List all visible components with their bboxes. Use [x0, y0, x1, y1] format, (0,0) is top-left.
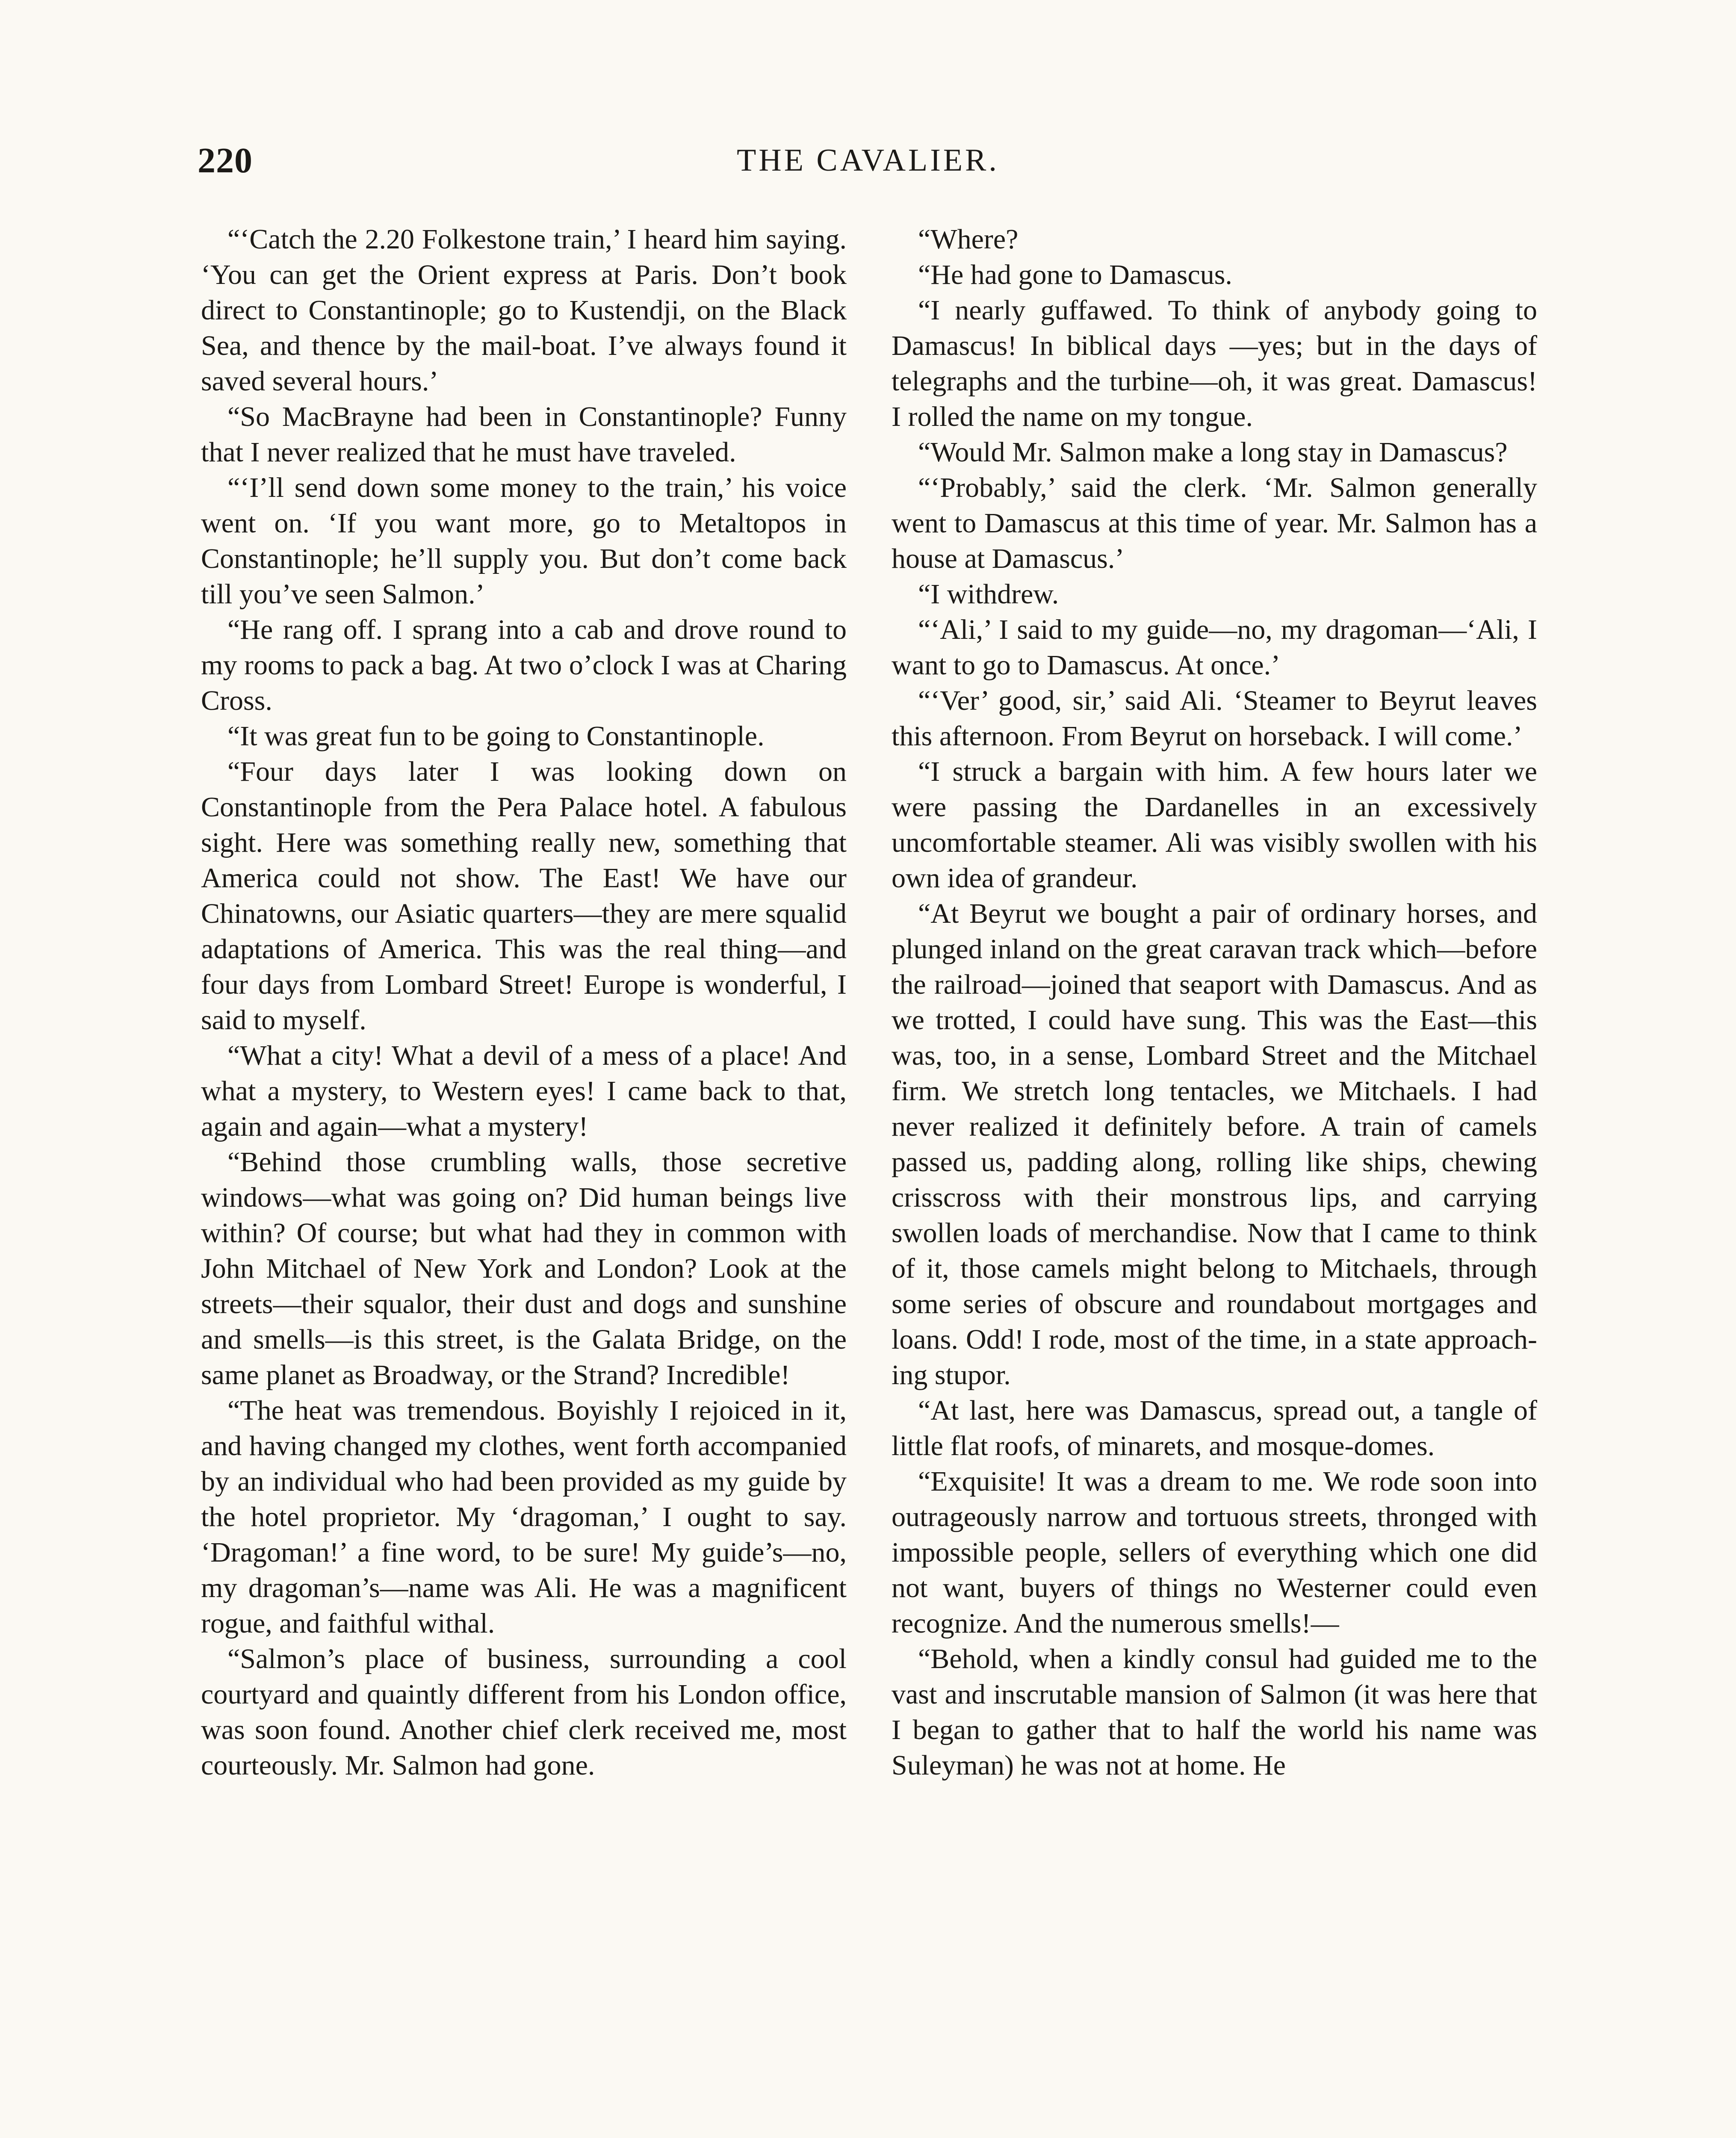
paragraph: “What a city! What a devil of a mess of a place! And what a mystery, to Western eyes! I came back to that, again and again—what a mystery! — [201, 1040, 847, 1142]
paragraph: “At Beyrut we bought a pair of ordinary horses, and plunged inland on the great caravan track which—before the railroad—joined that seaport with Damascus. And as we trotted, I could have sung. This was the East—this was, too, in a sense, Lombard Street and the Mitchael firm. We stretch long tentacles, we Mitchaels. I had never realized it definitely before. A train of camels passed us, padding along, rolling like ships, chewing crisscross with their monstrous lips, and carrying swollen loads of merchandise. Now that I came to think of it, those camels might belong to Mitchaels, through some series of obscure and roundabout mortgages and loans. Odd! I rode, most of the time, in a state approaching stupor. — [892, 898, 1537, 1391]
paragraph: “Four days later I was looking down on Constantinople from the Pera Palace hotel. A fabulous sight. Here was something really new, something that America could not show. The East! We have our Chinatowns, our Asiatic quarters—they are mere squalid adaptations of America. This was the real thing—and four days from Lombard Street! Europe is wonderful, I said to myself. — [201, 756, 847, 1036]
paragraph: “I struck a bargain with him. A few hours later we were passing the Dardanelles in an excessively uncomfortable steamer. Ali was visibly swollen with his own idea of grandeur. — [892, 756, 1537, 894]
left-column — [201, 221, 847, 1783]
paragraph: “Behind those crumbling walls, those secretive windows—what was going on? Did human beings live within? Of course; but what had they in common with John Mitchael of New York and London? Look at the streets—their squalor, their dust and dogs and sunshine and smells—is this street, is the Galata Bridge, on the same planet as Broadway, or the Strand? Incredible! — [201, 1146, 847, 1391]
paragraph: “So MacBrayne had been in Constantinople? Funny that I never realized that he must have traveled. — [201, 401, 847, 468]
paragraph: “He rang off. I sprang into a cab and drove round to my rooms to pack a bag. At two o’clock I was at Charing Cross. — [201, 614, 847, 716]
paragraph: “Would Mr. Salmon make a long stay in Damascus? — [918, 437, 1508, 468]
paragraph: “The heat was tremendous. Boyishly I rejoiced in it, and having changed my clothes, went forth accompanied by an individual who had been provided as my guide by the hotel proprietor. My ‘dragoman,’ I ought to say. ‘Dragoman!’ a fine word, to be sure! My guide’s—no, my dragoman’s—name was Ali. He was a magnificent rogue, and faithful withal. — [201, 1395, 847, 1639]
paragraph: “I nearly guffawed. To think of anybody going to Damascus! In biblical days —yes; but in the days of telegraphs and the turbine—oh, it was great. Damascus! I rolled the name on my tongue. — [892, 295, 1537, 432]
paragraph: “‘Ali,’ I said to my guide—no, my dragoman—‘Ali, I want to go to Damascus. At once.’ — [892, 614, 1537, 681]
paragraph: “Where? — [918, 224, 1019, 255]
page-number: 220 — [198, 141, 253, 180]
paragraph: “It was great fun to be going to Constantinople. — [227, 721, 765, 752]
paragraph: “He had gone to Damascus. — [918, 259, 1232, 290]
paragraph: “At last, here was Damascus, spread out, a tangle of little flat roofs, of minarets, and mosque-domes. — [892, 1395, 1537, 1462]
running-title: THE CAVALIER. — [737, 143, 999, 178]
paragraph: “‘Catch the 2.20 Folkestone train,’ I heard him saying. ‘You can get the Orient express at Paris. Don’t book direct to Constantinople; go to Kustendji, on the Black Sea, and thence by the mail-boat. I’ve always found it saved several hours.’ — [201, 224, 847, 397]
paragraph: “Behold, when a kindly consul had guided me to the vast and inscrutable mansion of Salmon (it was here that I began to gather that to half the world his name was Suleyman) he was not at home. He — [892, 1643, 1537, 1781]
paragraph: “Salmon’s place of business, surrounding a cool courtyard and quaintly different from his London office, was soon found. Another chief clerk received me, most courteously. Mr. Salmon had gone. — [201, 1643, 847, 1781]
paragraph: “‘Probably,’ said the clerk. ‘Mr. Salmon generally went to Damascus at this time of year. Mr. Salmon has a house at Damascus.’ — [892, 472, 1537, 574]
paragraph: “I withdrew. — [918, 579, 1059, 610]
paragraph: “‘Ver’ good, sir,’ said Ali. ‘Steamer to Beyrut leaves this afternoon. From Beyrut on horseback. I will come.’ — [892, 685, 1537, 752]
paragraph: “Exquisite! It was a dream to me. We rode soon into outrageously narrow and tortuous streets, thronged with impossible people, sellers of everything which one did not want, buyers of things no Westerner could even recognize. And the numerous smells!— — [892, 1466, 1537, 1639]
right-column — [892, 221, 1537, 1783]
paragraph: “‘I’ll send down some money to the train,’ his voice went on. ‘If you want more, go to Metaltopos in Constantinople; he’ll supply you. But don’t come back till you’ve seen Salmon.’ — [201, 472, 847, 610]
